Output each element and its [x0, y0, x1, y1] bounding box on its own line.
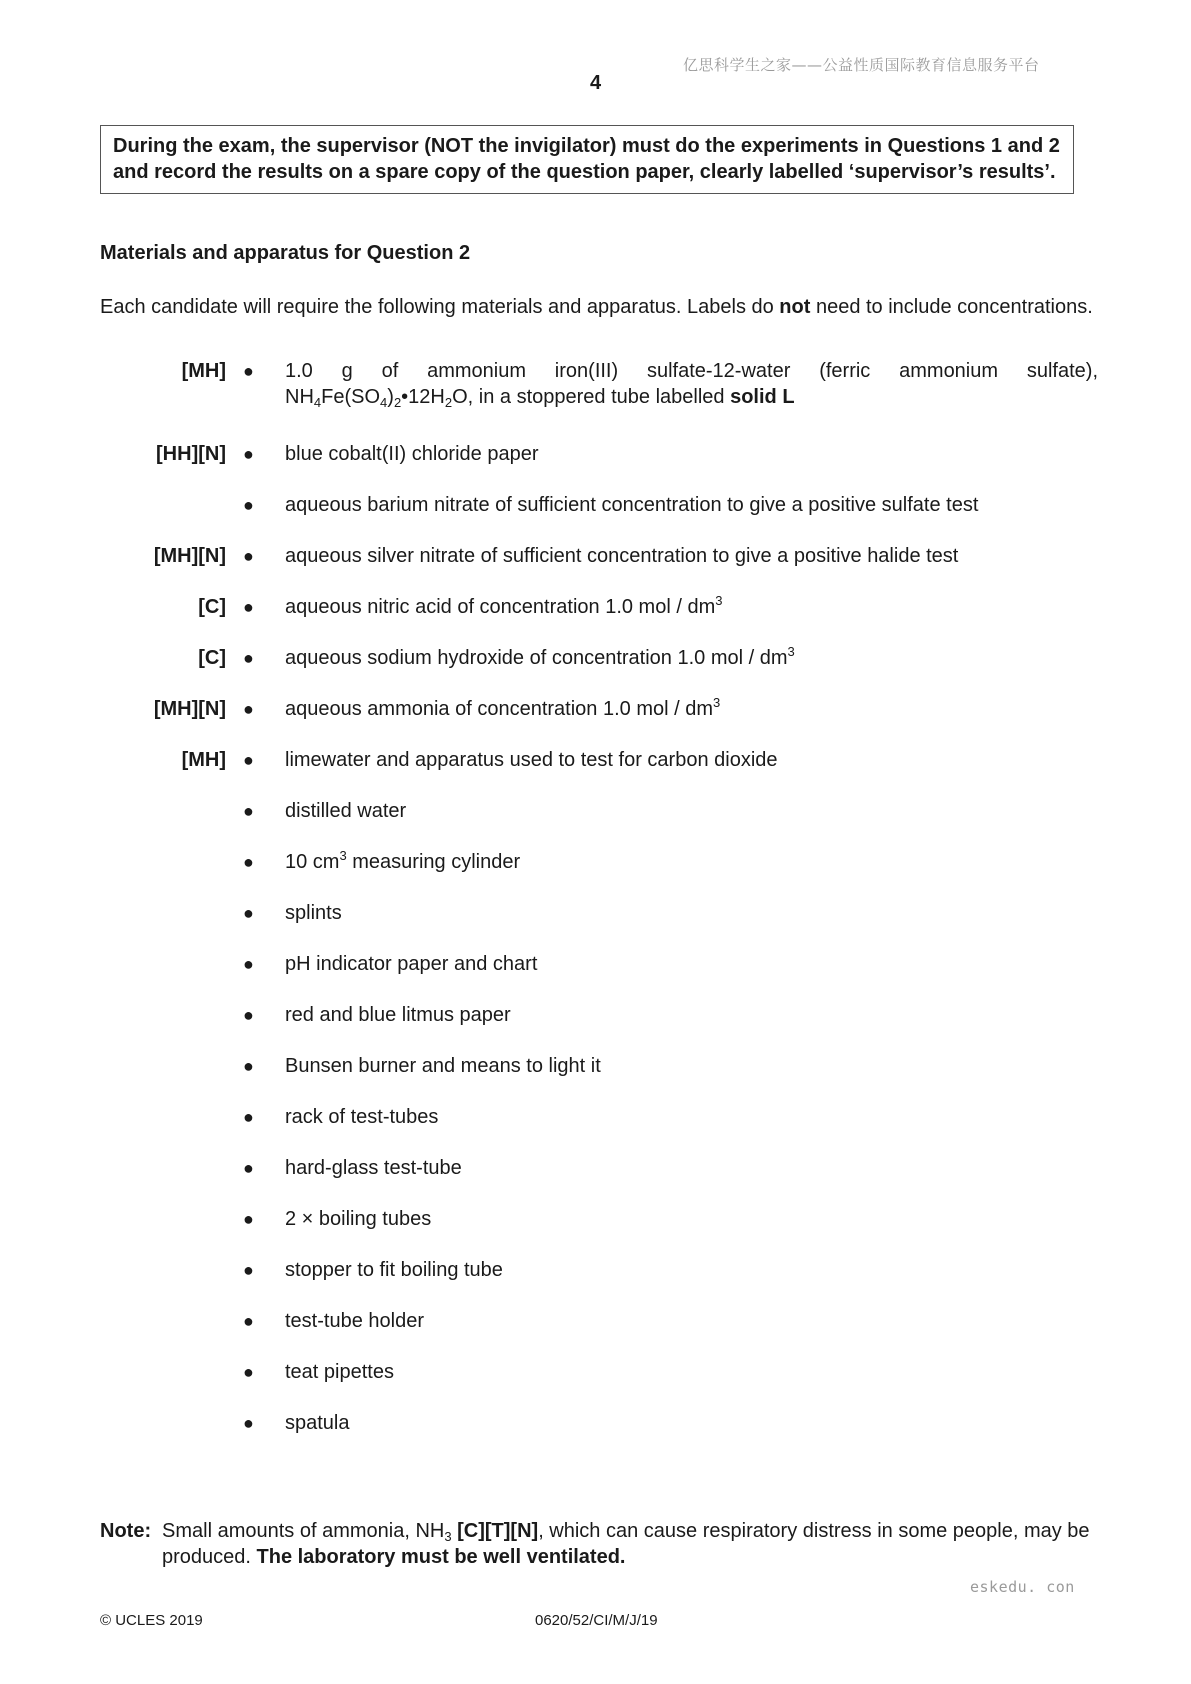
item-text: [285, 645, 1098, 671]
bullet-icon: ●: [243, 361, 254, 381]
hazard-code: [MH][N]: [153, 545, 226, 567]
bullet-icon: ●: [243, 750, 254, 770]
item-text: aqueous silver nitrate of sufficient concentration to give a positive halide test: [285, 545, 959, 567]
item-text: [285, 849, 1098, 875]
bullet-icon: ●: [243, 801, 254, 821]
note-label: Note:: [100, 1520, 152, 1542]
footer-copyright: © UCLES 2019: [100, 1612, 203, 1629]
watermark-bottom: eskedu. con: [970, 1578, 1075, 1596]
bullet-icon: ●: [243, 1005, 254, 1025]
item-text: stopper to fit boiling tube: [285, 1259, 503, 1281]
superscript: 3: [787, 644, 795, 659]
item-text: distilled water: [285, 800, 407, 822]
item-text-part: aqueous ammonia of concentration 1.0 mol / dm: [285, 698, 714, 720]
hazard-code: [MH]: [181, 360, 226, 382]
item-text-line1: 1.0 g of ammonium iron(III) sulfate-12-water (ferric ammonium sulfate),: [285, 360, 1098, 382]
page-number: 4: [589, 72, 602, 94]
intro-emphasis: not: [779, 296, 811, 318]
superscript: 3: [715, 593, 723, 608]
item-text-part: aqueous nitric acid of concentration 1.0 mol / dm: [285, 596, 716, 618]
hazard-code: [C]: [198, 596, 226, 618]
superscript: 3: [713, 695, 721, 710]
item-text-part: aqueous sodium hydroxide of concentration 1.0 mol / dm: [285, 647, 788, 669]
bullet-icon: ●: [243, 1311, 254, 1331]
formula-part: Fe(SO: [321, 386, 381, 408]
formula-part: •12H: [401, 386, 445, 408]
bullet-icon: ●: [243, 648, 254, 668]
item-text: hard-glass test-tube: [285, 1157, 462, 1179]
bullet-icon: ●: [243, 1158, 254, 1178]
formula-subscript: 2: [393, 395, 402, 410]
footer-paper-code: 0620/52/CI/M/J/19: [535, 1612, 658, 1629]
formula-part: O: [452, 386, 468, 408]
item-label-bold: solid L: [730, 386, 795, 408]
note-warning: The laboratory must be well ventilated.: [256, 1546, 626, 1568]
hazard-code: [C]: [198, 647, 226, 669]
item-text: teat pipettes: [285, 1361, 394, 1383]
hazard-code: [MH][N]: [153, 698, 226, 720]
item-text: spatula: [285, 1412, 350, 1434]
bullet-icon: ●: [243, 1260, 254, 1280]
formula-subscript: 4: [313, 395, 322, 410]
bullet-icon: ●: [243, 1107, 254, 1127]
intro-text-end: need to include concentrations.: [810, 296, 1093, 318]
section-heading: Materials and apparatus for Question 2: [100, 242, 471, 264]
item-text: rack of test-tubes: [285, 1106, 439, 1128]
bullet-icon: ●: [243, 903, 254, 923]
bullet-icon: ●: [243, 546, 254, 566]
bullet-icon: ●: [243, 954, 254, 974]
item-text: Bunsen burner and means to light it: [285, 1055, 601, 1077]
superscript: 3: [339, 848, 347, 863]
formula-part: ): [387, 386, 394, 408]
bullet-icon: ●: [243, 444, 254, 464]
hazard-code: [C][T][N]: [451, 1520, 539, 1542]
formula-subscript: 2: [444, 395, 453, 410]
formula-subscript: 4: [380, 395, 388, 410]
formula-subscript: 3: [444, 1529, 452, 1544]
note-text: , which can cause respiratory distress in some people, may be produced.: [162, 1520, 1090, 1568]
note-text: Small amounts of ammonia, NH: [162, 1520, 445, 1542]
item-text: splints: [285, 902, 342, 924]
hazard-code: [MH]: [181, 749, 226, 771]
bullet-icon: ●: [243, 699, 254, 719]
item-text: aqueous barium nitrate of sufficient concentration to give a positive sulfate test: [285, 494, 979, 516]
item-text: pH indicator paper and chart: [285, 953, 538, 975]
item-text-part: 10 cm: [285, 851, 340, 873]
item-text-line2: [285, 384, 1098, 410]
bullet-icon: ●: [243, 1056, 254, 1076]
item-text: 2 × boiling tubes: [285, 1208, 432, 1230]
bullet-icon: ●: [243, 1413, 254, 1433]
item-text: [285, 594, 1098, 620]
bullet-icon: ●: [243, 852, 254, 872]
bullet-icon: ●: [243, 495, 254, 515]
bullet-icon: ●: [243, 1362, 254, 1382]
item-text: [285, 696, 1098, 722]
watermark-top: 亿思科学生之家——公益性质国际教育信息服务平台: [683, 56, 1040, 74]
item-text: test-tube holder: [285, 1310, 424, 1332]
intro-paragraph: [100, 294, 1098, 320]
item-text-part: measuring cylinder: [346, 851, 521, 873]
hazard-code: [HH][N]: [156, 443, 226, 465]
item-text: blue cobalt(II) chloride paper: [285, 443, 539, 465]
item-text: limewater and apparatus used to test for carbon dioxide: [285, 749, 778, 771]
intro-text: Each candidate will require the following materials and apparatus. Labels do: [100, 296, 780, 318]
formula-part: NH: [285, 386, 314, 408]
bullet-icon: ●: [243, 597, 254, 617]
supervisor-notice: During the exam, the supervisor (NOT the invigilator) must do the experiments in Questions 1 and 2 and record the results on a spare copy of the question paper, clearly labelled ‘supervisor’s results’.: [100, 125, 1074, 194]
item-text: , in a stoppered tube labelled: [467, 386, 731, 408]
note-body: [162, 1518, 1098, 1570]
bullet-icon: ●: [243, 1209, 254, 1229]
item-text: red and blue litmus paper: [285, 1004, 511, 1026]
